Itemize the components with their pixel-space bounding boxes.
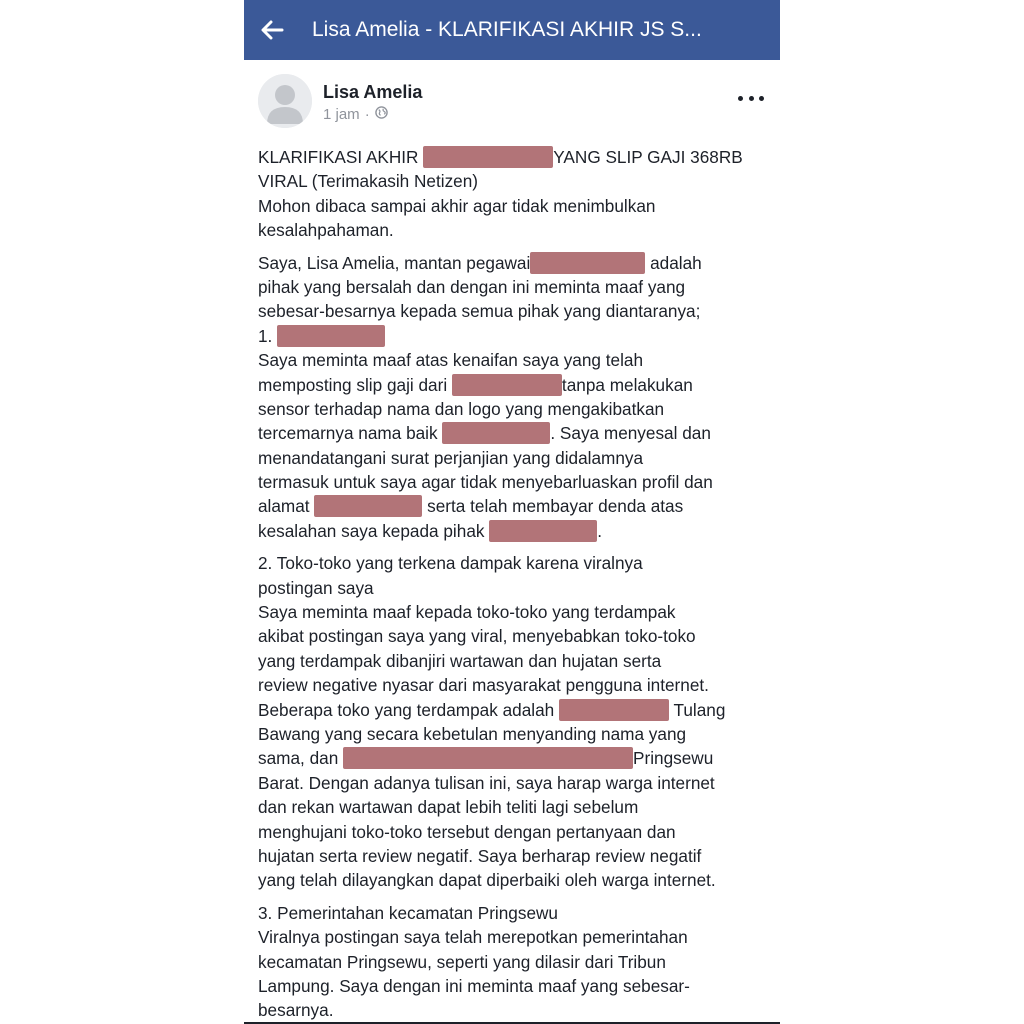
text-line: postingan saya [258, 577, 374, 598]
meta-separator: · [364, 106, 370, 123]
post-meta [323, 106, 388, 123]
text-line: yang telah dilayangkan dapat diperbaiki oleh warga internet. [258, 870, 716, 891]
redaction-block [343, 747, 633, 769]
arrow-left-icon[interactable] [244, 0, 300, 60]
paragraph-intro [258, 145, 768, 243]
text-line: KLARIFIKASI AKHIR YANG SLIP GAJI 368RB [258, 147, 743, 167]
text-line: menghujani toko-toko tersebut dengan pertanyaan dan [258, 821, 676, 842]
text-line: Barat. Dengan adanya tulisan ini, saya harap warga internet [258, 772, 715, 793]
more-horizontal-icon[interactable] [738, 88, 764, 108]
text-line: akibat postingan saya yang viral, menyebabkan toko-toko [258, 626, 696, 647]
text-line: alamat serta telah membayar denda atas [258, 496, 684, 517]
text-line: termasuk untuk saya agar tidak menyebarluaskan profil dan [258, 472, 713, 493]
redaction-block [489, 520, 597, 542]
text-line: dan rekan wartawan dapat lebih teliti lagi sebelum [258, 797, 639, 818]
text-line: 2. Toko-toko yang terkena dampak karena viralnya [258, 553, 643, 574]
paragraph-item-3 [258, 901, 768, 1023]
text-line: sensor terhadap nama dan logo yang mengakibatkan [258, 398, 665, 419]
author-name[interactable]: Lisa Amelia [323, 82, 423, 102]
text-line: kesalahpahaman. [258, 220, 394, 241]
text-line: 1. [258, 324, 768, 348]
post-text [258, 145, 768, 1024]
text-line: kesalahan saya kepada pihak . [258, 520, 603, 541]
redaction-block [530, 252, 645, 274]
text-line: besarnya. [258, 1000, 334, 1021]
redaction-block [277, 325, 385, 347]
redaction-block [423, 146, 553, 168]
paragraph-item-1 [258, 251, 768, 544]
text-line: yang terdampak dibanjiri wartawan dan hujatan serta [258, 650, 662, 671]
text-line: Beberapa toko yang terdampak adalah Tulang [258, 699, 726, 720]
redaction-block [314, 495, 422, 517]
globe-icon [375, 106, 388, 123]
text-line: Saya, Lisa Amelia, mantan pegawai adalah [258, 252, 702, 273]
post-header [244, 62, 780, 142]
text-line: Saya meminta maaf atas kenaifan saya yang telah [258, 350, 644, 371]
text-line: Viralnya postingan saya telah merepotkan pemerintahan [258, 927, 688, 948]
text-line: Saya meminta maaf kepada toko-toko yang terdampak [258, 602, 676, 623]
text-line: Mohon dibaca sampai akhir agar tidak menimbulkan [258, 195, 656, 216]
text-line: Lampung. Saya dengan ini meminta maaf yang sebesar- [258, 975, 690, 996]
phone-screen [244, 0, 780, 1024]
text-line: tercemarnya nama baik . Saya menyesal dan [258, 423, 711, 444]
text-line: 3. Pemerintahan kecamatan Pringsewu [258, 902, 558, 923]
post-time[interactable]: 1 jam [323, 106, 360, 123]
redaction-block [559, 699, 669, 721]
text-line: sama, dan Pringsewu [258, 748, 714, 769]
avatar[interactable] [258, 74, 312, 128]
paragraph-item-2 [258, 551, 768, 892]
page-title: Lisa Amelia - KLARIFIKASI AKHIR JS S... [312, 18, 702, 41]
text-line: sebesar-besarnya kepada semua pihak yang diantaranya; [258, 301, 701, 322]
text-line: VIRAL (Terimakasih Netizen) [258, 171, 479, 192]
text-line: memposting slip gaji dari tanpa melakukan [258, 374, 693, 395]
text-line: pihak yang bersalah dan dengan ini meminta maaf yang [258, 276, 686, 297]
text-line: Bawang yang secara kebetulan menyanding nama yang [258, 723, 687, 744]
text-line: menandatangani surat perjanjian yang didalamnya [258, 447, 644, 468]
text-line: hujatan serta review negatif. Saya berharap review negatif [258, 845, 702, 866]
redaction-block [452, 374, 562, 396]
text-line: review negative nyasar dari masyarakat pengguna internet. [258, 675, 709, 696]
redaction-block [442, 422, 550, 444]
text-line: kecamatan Pringsewu, seperti yang dilasir dari Tribun [258, 951, 666, 972]
top-app-bar [244, 0, 780, 60]
